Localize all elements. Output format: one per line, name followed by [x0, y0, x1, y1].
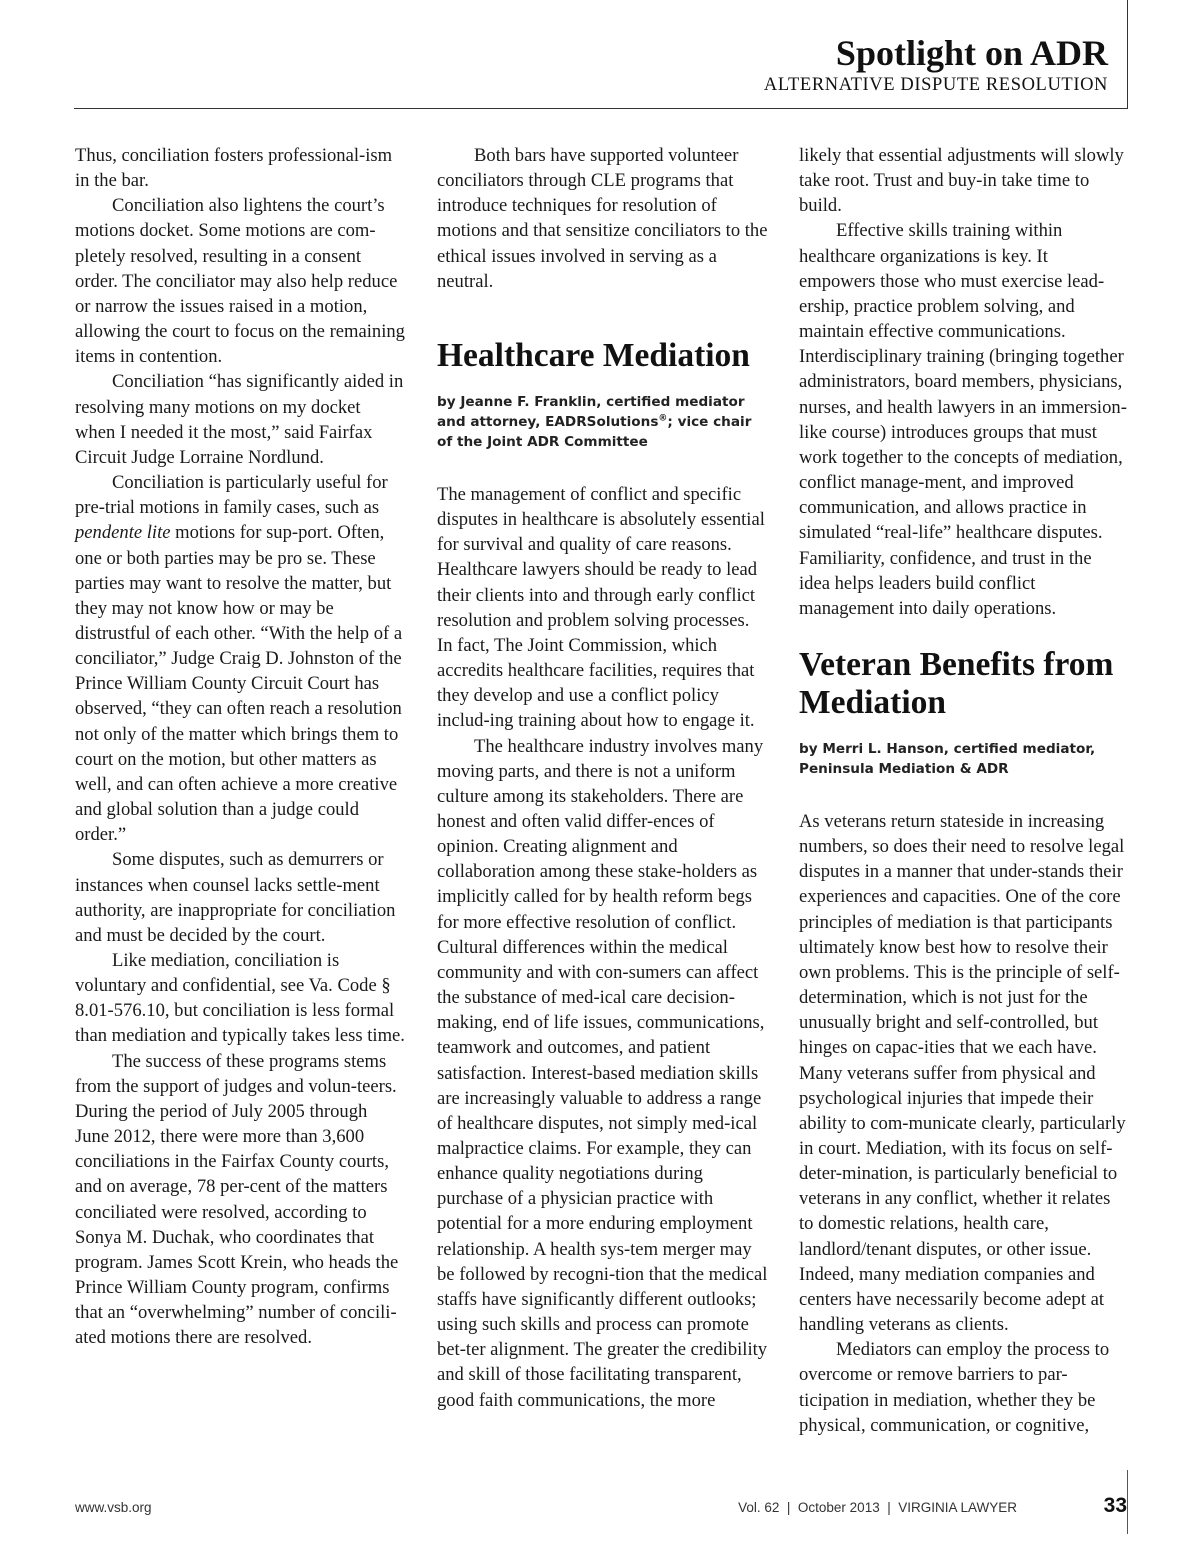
column-2: [437, 143, 769, 1413]
text-run: motions for sup-port. Often, one or both parties may be pro se. These parties may want to resolve the matter, but they may not know how or may be distrustful of each other. “With the help of a conciliator,” Judge Craig D. Johnston of the Prince William County Circuit Court has observed, “they can often reach a resolution not only of the matter which brings them to court on the motion, but other matters as well, and can often achieve a more creative and global solution than a judge could order.”: [75, 522, 403, 846]
running-header: [764, 32, 1108, 96]
article-heading: Healthcare Mediation: [437, 336, 750, 374]
paragraph: The healthcare industry involves many moving parts, and there is not a uniform culture among its stakeholders. There are honest and often valid differ-ences of opinion. Creating alignment and collaboration among these stake-holders as implicitly called for by health reform begs for more effective resolution of conflict. Cultural differences within the medical community and with con-sumers can affect the substance of med-ical care decision-making, end of life issues, communications, teamwork and outcomes, and patient satisfaction. Interest-based mediation skills are increasingly valuable to address a range of healthcare disputes, not simply med-ical malpractice claims. For example, they can enhance quality negotiations during purchase of a physician practice with potential for a more enduring employment relationship. A health sys-tem merger may be followed by recogni-tion that the medical staffs have significantly different outlooks; using such skills and process can promote bet-ter alignment. The greater the credibility and skill of those facilitating transparent, good faith communications, the more: [437, 735, 768, 1411]
section-subtitle: ALTERNATIVE DISPUTE RESOLUTION: [763, 75, 1108, 95]
footer-issue: Vol. 62 | October 2013 | VIRGINIA LAWYER: [738, 1500, 1017, 1515]
column-3: [799, 143, 1127, 1438]
paragraph: The management of conflict and specific disputes in healthcare is absolutely essential for survival and quality of care reasons. Healthcare lawyers should be ready to lead their clients into and through early conflict resolution and problem solving processes. In fact, The Joint Commission, which accredits healthcare facilities, requires that they develop and use a conflict policy includ-ing training about how to engage it.: [437, 483, 765, 732]
byline: [437, 392, 769, 452]
byline-text: by Jeanne F. Franklin, certified mediator and attorney, EADRSolutions: [437, 393, 745, 430]
page-number: 33: [1103, 1494, 1127, 1517]
paragraph: likely that essential adjustments will slowly take root. Trust and buy-in take time to build.: [799, 145, 1124, 217]
paragraph: Thus, conciliation fosters professional-ism in the bar.: [75, 145, 393, 192]
byline: by Merri L. Hanson, certified mediator, Peninsula Mediation & ADR: [799, 740, 1096, 777]
paragraph: Like mediation, conciliation is voluntary and confidential, see Va. Code § 8.01-576.10, but conciliation is less formal than mediation and typically takes less time.: [75, 950, 405, 1047]
paragraph: Conciliation also lightens the court’s motions docket. Some motions are com-pletely resolved, resulting in a consent order. The conciliator may also help reduce or narrow the issues raised in a motion, allowing the court to focus on the remaining items in contention.: [75, 195, 405, 368]
footer-url: www.vsb.org: [75, 1500, 152, 1515]
byline-text: ; vice chair of the Joint ADR Committee: [437, 413, 752, 450]
article-heading: Veteran Benefits from Mediation: [799, 645, 1114, 721]
header-divider: [74, 108, 1128, 109]
paragraph: As veterans return stateside in increasing numbers, so does their need to resolve legal disputes in a manner that under-stands their experiences and capacities. One of the core principles of mediation is that participants ultimately know best how to resolve their own problems. This is the principle of self-determination, which is not just for the unusually bright and self-controlled, but hinges on capac-ities that we each have. Many veterans suffer from physical and psychological injuries that impede their ability to com-municate clearly, particularly in court. Mediation, with its focus on self-deter-mination, is particularly beneficial to veterans in any conflict, whether it relates to domestic relations, health care, landlord/tenant disputes, or other issue. Indeed, many mediation companies and centers have necessarily become adept at handling veterans as clients.: [799, 810, 1126, 1336]
paragraph: Conciliation “has significantly aided in resolving many motions on my docket when I needed it the most,” said Fairfax Circuit Judge Lorraine Nordlund.: [75, 371, 404, 468]
paragraph: Mediators can employ the process to overcome or remove barriers to par-ticipation in mediation, whether they be physical, communication, or cognitive,: [799, 1339, 1110, 1436]
paragraph: The success of these programs stems from the support of judges and volun-teers. During the period of July 2005 through June 2012, there were more than 3,600 conciliations in the Fairfax County courts, and on average, 78 per-cent of the matters conciliated were resolved, according to Sonya M. Duchak, who coordinates that program. James Scott Krein, who heads the Prince William County program, confirms that an “overwhelming” number of concili-ated motions there are resolved.: [75, 1050, 399, 1349]
section-title: Spotlight on ADR: [835, 33, 1108, 73]
paragraph: Effective skills training within healthcare organizations is key. It empowers those who must exercise lead-ership, practice problem solving, and maintain effective communications. Interdisciplinary training (bringing together administrators, board members, physicians, nurses, and health lawyers in an immersion-like course) introduces groups that must work together to the concepts of mediation, conflict manage-ment, and improved communication, and allows practice in simulated “real-life” healthcare disputes. Familiarity, confidence, and trust in the idea helps leaders build conflict management into daily operations.: [799, 220, 1127, 619]
column-1: [75, 143, 405, 1351]
header-vertical-divider: [1127, 0, 1128, 109]
paragraph: [75, 470, 405, 847]
paragraph: Some disputes, such as demurrers or instances when counsel lacks settle-ment authority, are inappropriate for conciliation and must be decided by the court.: [75, 849, 396, 946]
paragraph: Both bars have supported volunteer conciliators through CLE programs that introduce techniques for resolution of motions and that sensitize conciliators to the ethical issues involved in serving as a neutral.: [437, 145, 768, 292]
registered-mark: ®: [658, 413, 668, 424]
text-run: Conciliation is particularly useful for pre-trial motions in family cases, such as: [75, 472, 388, 519]
footer-vertical-divider: [1127, 1470, 1128, 1534]
italic-term: pendente lite: [75, 522, 171, 544]
